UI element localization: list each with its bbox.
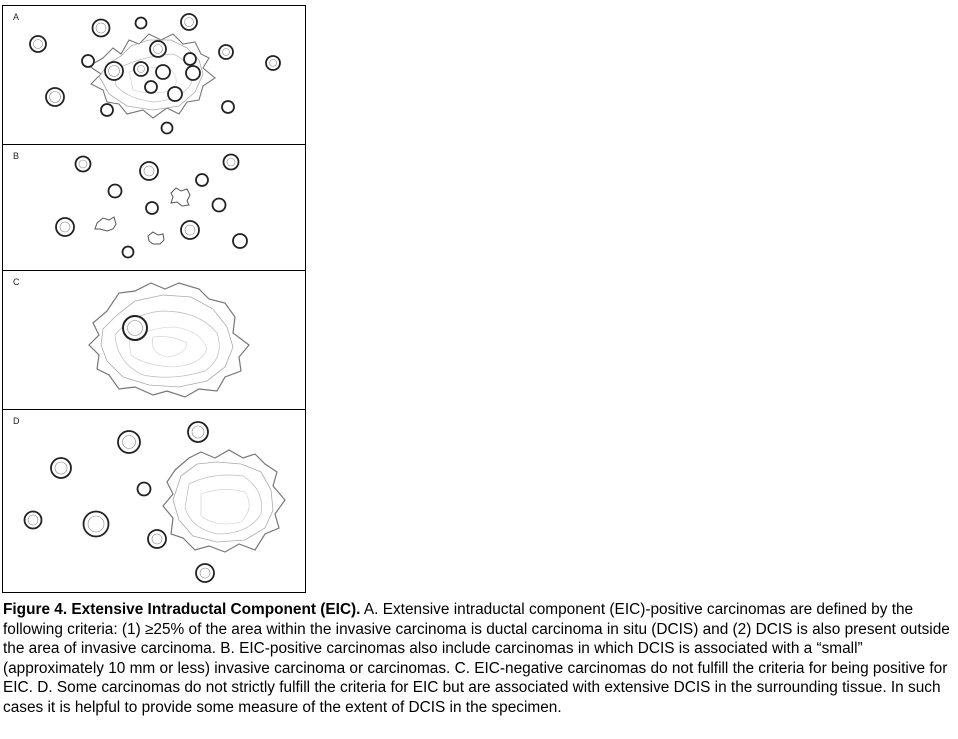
panel-d-drawing	[3, 410, 305, 594]
panel-label: A	[13, 12, 20, 22]
invasive-carcinoma-mass	[89, 283, 249, 397]
panel-b-drawing	[3, 145, 305, 271]
panel-label: C	[13, 277, 20, 287]
dcis-ducts	[123, 316, 147, 340]
panel-a	[3, 6, 305, 144]
caption-label: Figure 4. Extensive Intraductal Component (EIC).	[3, 601, 361, 618]
panel-label: D	[13, 416, 20, 426]
panel-d	[3, 409, 305, 594]
panel-c	[3, 270, 305, 410]
caption-text: A. Extensive intraductal component (EIC)-positive carcinomas are defined by the following criteria: (1) ≥25% of the area within the invasive carcinoma is ductal carcinoma in situ (DCIS) and (2) DCIS is also present outside the area of invasive carcinoma. B. EIC-positive carcinomas also include carcinomas in which DCIS is associated with a “small” (approximately 10 mm or less) invasive carcinoma or carcinomas. C. EIC-negative carcinomas do not fulfill the criteria for being positive for EIC. D. Some carcinomas do not strictly fulfill the criteria for EIC but are associated with extensive DCIS in the surrounding tissue. In such cases it is helpful to provide some measure of the extent of DCIS in the specimen.	[3, 601, 950, 716]
invasive-carcinoma-mass	[163, 450, 285, 552]
panel-a-drawing	[3, 6, 305, 144]
small-invasive-foci	[95, 188, 190, 244]
figure-caption	[3, 600, 955, 718]
panel-label: B	[13, 151, 20, 161]
panel-c-drawing	[3, 271, 305, 410]
figure-illustration	[2, 5, 306, 593]
panel-b	[3, 144, 305, 271]
